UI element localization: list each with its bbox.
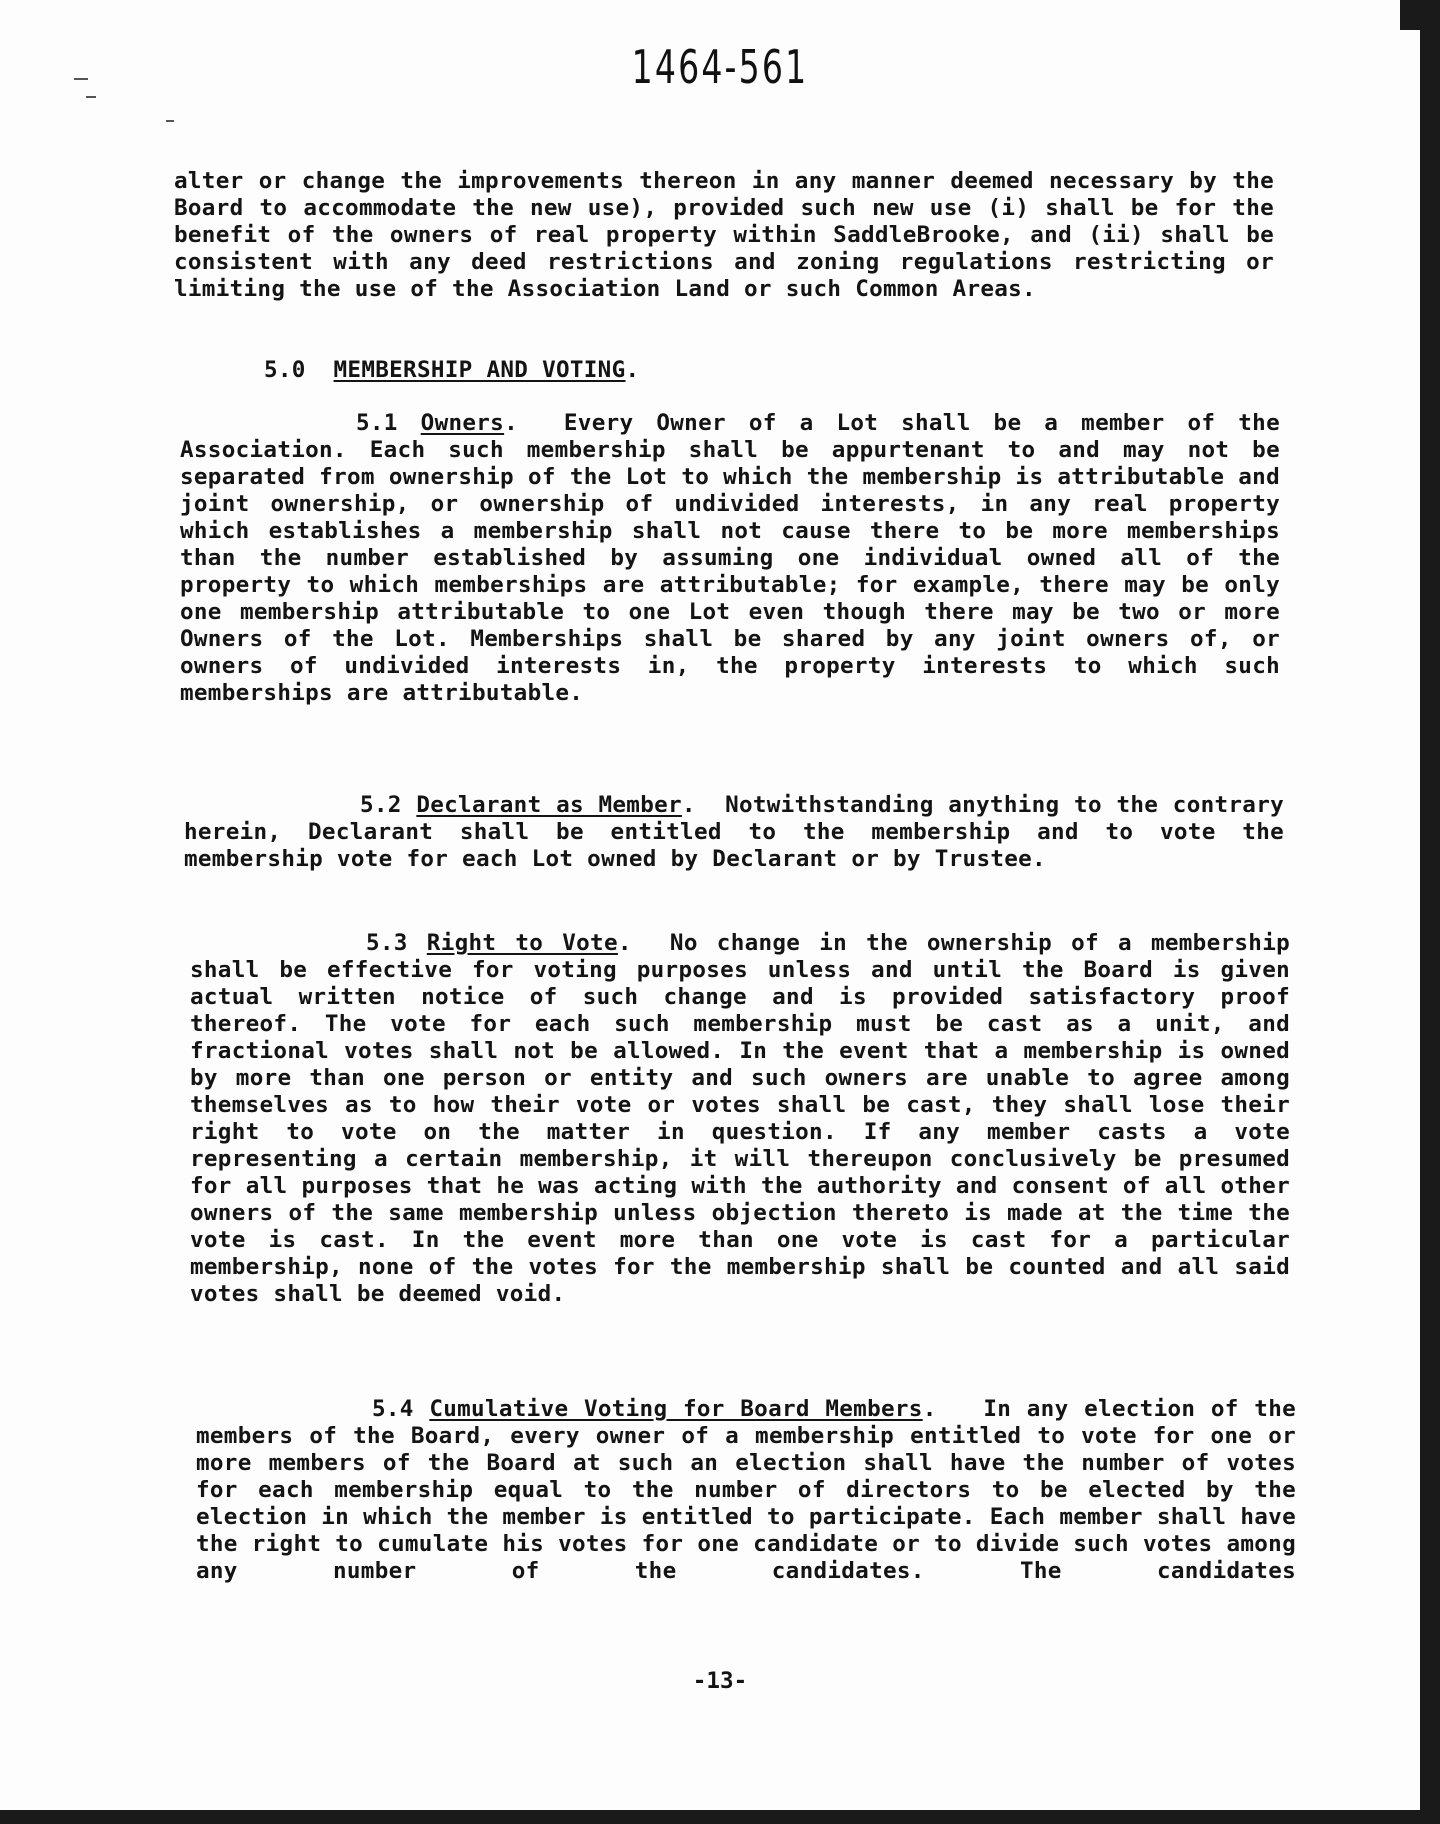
- section-5-2-title: Declarant as Member: [416, 792, 682, 818]
- scan-edge-right: [1420, 0, 1440, 1824]
- section-5-3-number: 5.3: [366, 930, 408, 956]
- scan-speck: [86, 96, 96, 98]
- intro-paragraph: alter or change the improvements thereon in any manner deemed necessary by the Board to accommodate the new use), provided such new use (i) shall be for the benefit of the owners of real property within SaddleBrooke, and (ii) shall be consistent with any deed restrictions and zoning regulations restricting or limiting the use of the Association Land or such Common Areas.: [174, 168, 1274, 302]
- section-heading-number: 5.0: [264, 357, 306, 383]
- section-5-1-title: Owners: [420, 410, 505, 436]
- section-5-4-number: 5.4: [372, 1396, 414, 1422]
- section-5-2-paragraph: 5.2 Declarant as Member. Notwithstanding anything to the contrary herein, Declarant shall be entitled to the membership and to vote the membership vote for each Lot owned by Declarant or by Trustee.: [184, 792, 1285, 872]
- section-5-2-text: Notwithstanding anything to the contrary herein, Declarant shall be entitled to the membership and to vote the membership vote for each Lot owned by Declarant or by Trustee.: [184, 792, 1285, 872]
- section-5-3: [190, 930, 1290, 1308]
- section-5-1-number: 5.1: [356, 410, 398, 436]
- section-5-4-title: Cumulative Voting for Board Members: [429, 1396, 923, 1422]
- scan-speck: [166, 120, 174, 122]
- section-5-4-text: In any election of the members of the Board, every owner of a membership entitled to vote for one or more members of the Board at such an election shall have the number of votes for each membership equal to the number of directors to be elected by the election in which the member is entitled to participate. Each member shall have the right to cumulate his votes for one candidate or to divide such votes among any number of the candidates. The candidates: [196, 1396, 1296, 1584]
- section-heading-suffix: .: [625, 357, 640, 383]
- section-5-3-paragraph: 5.3 Right to Vote. No change in the ownership of a membership shall be effective for voting purposes unless and until the Board is given actual written notice of such change and is provided satisfactory proof thereof. The vote for each such membership must be cast as a unit, and fractional votes shall not be allowed. In the event that a membership is owned by more than one person or entity and such owners are unable to agree among themselves as to how their vote or votes shall be cast, they shall lose their right to vote on the matter in question. If any member casts a vote representing a certain membership, it will thereupon conclusively be presumed for all purposes that he was acting with the authority and consent of all other owners of the same membership unless objection thereto is made at the time the vote is cast. In the event more than one vote is cast for a particular membership, none of the votes for the membership shall be counted and all said votes shall be deemed void.: [190, 930, 1290, 1307]
- section-5-1-text: Every Owner of a Lot shall be a member of the Association. Each such membership shall be appurtenant to and may not be separated from ownership of the Lot to which the membership is attributable and joint ownership, or ownership of undivided interests, in any real property which establishes a membership shall not cause there to be more memberships than the number established by assuming one individual owned all of the property to which memberships are attributable; for example, there may be only one membership attributable to one Lot even though there may be two or more Owners of the Lot. Memberships shall be shared by any joint owners of, or owners of undivided interests in, the property interests to which such memberships are attributable.: [180, 410, 1280, 706]
- section-heading-title: MEMBERSHIP AND VOTING: [333, 357, 626, 383]
- document-number: 1464-561: [631, 40, 809, 94]
- section-5-4: [196, 1396, 1296, 1585]
- section-5-2-number: 5.2: [360, 792, 402, 818]
- intro-paragraph-block: [174, 168, 1274, 303]
- section-heading: [264, 357, 639, 383]
- section-5-2: [184, 792, 1284, 873]
- section-5-4-paragraph: 5.4 Cumulative Voting for Board Members. In any election of the members of the Board, every owner of a membership entitled to vote for one or more members of the Board at such an election shall have the number of votes for each membership equal to the number of directors to be elected by the election in which the member is entitled to participate. Each member shall have the right to cumulate his votes for one candidate or to divide such votes among any number of the candidates. The candidates: [196, 1396, 1296, 1584]
- page-number: -13-: [692, 1668, 748, 1694]
- section-5-3-title: Right to Vote: [426, 930, 618, 956]
- section-5-1: [180, 410, 1280, 707]
- section-5-1-paragraph: 5.1 Owners. Every Owner of a Lot shall be a member of the Association. Each such membership shall be appurtenant to and may not be separated from ownership of the Lot to which the membership is attributable and joint ownership, or ownership of undivided interests, in any real property which establishes a membership shall not cause there to be more memberships than the number established by assuming one individual owned all of the property to which memberships are attributable; for example, there may be only one membership attributable to one Lot even though there may be two or more Owners of the Lot. Memberships shall be shared by any joint owners of, or owners of undivided interests in, the property interests to which such memberships are attributable.: [180, 410, 1280, 706]
- scan-edge-bottom: [0, 1810, 1440, 1824]
- scan-speck: [74, 78, 88, 80]
- section-5-3-text: No change in the ownership of a membership shall be effective for voting purposes unless and until the Board is given actual written notice of such change and is provided satisfactory proof thereof. The vote for each such membership must be cast as a unit, and fractional votes shall not be allowed. In the event that a membership is owned by more than one person or entity and such owners are unable to agree among themselves as to how their vote or votes shall be cast, they shall lose their right to vote on the matter in question. If any member casts a vote representing a certain membership, it will thereupon conclusively be presumed for all purposes that he was acting with the authority and consent of all other owners of the same membership unless objection thereto is made at the time the vote is cast. In the event more than one vote is cast for a particular membership, none of the votes for the membership shall be counted and all said votes shall be deemed void.: [190, 930, 1290, 1307]
